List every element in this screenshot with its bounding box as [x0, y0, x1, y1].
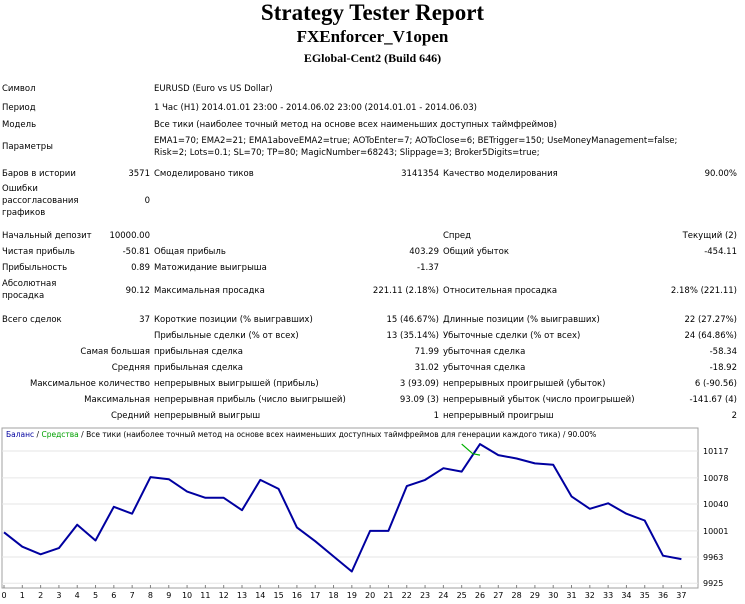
average-loss-value: -18.92 — [709, 363, 737, 373]
x-tick-label: 24 — [438, 591, 449, 600]
x-tick-label: 6 — [111, 591, 117, 600]
profit-factor-value: 0.89 — [131, 263, 150, 273]
x-tick-label: 29 — [529, 591, 540, 600]
x-tick-label: 7 — [129, 591, 135, 600]
profit-trades-value: 13 (35.14%) — [386, 331, 439, 341]
x-tick-label: 30 — [548, 591, 559, 600]
x-tick-label: 10 — [181, 591, 193, 600]
params-label: Параметры — [2, 142, 53, 152]
abs-drawdown-label-1: Абсолютная — [2, 279, 57, 289]
gross-profit-value: 403.29 — [409, 247, 439, 257]
x-tick-label: 26 — [474, 591, 486, 600]
expected-payoff-value: -1.37 — [417, 263, 439, 273]
maximal-label: Максимальная — [84, 395, 150, 405]
balance-chart — [2, 428, 742, 604]
profit-trades-label: Прибыльные сделки (% от всех) — [154, 331, 299, 341]
avg-wins-value: 1 — [433, 411, 439, 421]
largest-profit-label: прибыльная сделка — [154, 347, 244, 357]
x-tick-label: 2 — [38, 591, 44, 600]
model-label: Модель — [2, 120, 37, 130]
gross-profit-label: Общая прибыль — [154, 247, 226, 257]
x-tick-label: 32 — [584, 591, 595, 600]
x-tick-label: 1 — [19, 591, 25, 600]
x-tick-label: 12 — [218, 591, 229, 600]
net-profit-label: Чистая прибыль — [2, 247, 75, 257]
spread-value: Текущий (2) — [682, 231, 737, 241]
chart-legend — [6, 430, 596, 439]
period-value: 1 Час (H1) 2014.01.01 23:00 - 2014.06.02 23:00 (2014.01.01 - 2014.06.03) — [154, 103, 477, 113]
server-build: EGlobal-Cent2 (Build 646) — [303, 51, 442, 65]
x-tick-label: 14 — [255, 591, 266, 600]
ticks-value: 3141354 — [401, 169, 439, 179]
short-positions-label: Короткие позиции (% выигравших) — [154, 315, 313, 325]
errors-label-1: Ошибки — [2, 184, 38, 194]
x-tick-label: 15 — [273, 591, 284, 600]
abs-drawdown-label-2: просадка — [2, 291, 45, 301]
x-tick-label: 35 — [639, 591, 650, 600]
loss-trades-value: 24 (64.86%) — [684, 331, 737, 341]
quality-value: 90.00% — [704, 169, 737, 179]
x-tick-label: 11 — [200, 591, 211, 600]
largest-loss-value: -58.34 — [709, 347, 737, 357]
average-loss-label: убыточная сделка — [443, 363, 526, 373]
x-tick-label: 28 — [511, 591, 522, 600]
avg-losses-value: 2 — [731, 411, 737, 421]
max-wins-value: 3 (93.09) — [399, 379, 439, 389]
chart-y-ticks — [703, 447, 728, 588]
y-tick-label: 10078 — [703, 473, 729, 483]
x-tick-label: 3 — [56, 591, 62, 600]
long-positions-label: Длинные позиции (% выигравших) — [443, 315, 600, 325]
total-trades-value: 37 — [139, 315, 150, 325]
model-value: Все тики (наиболее точный метод на основе всех наименьших доступных таймфреймов) — [154, 120, 557, 130]
errors-label-2: рассогласования — [2, 196, 79, 206]
avg-wins-label: непрерывный выигрыш — [154, 411, 261, 421]
x-tick-label: 21 — [383, 591, 394, 600]
y-tick-label: 9925 — [703, 579, 724, 589]
y-tick-label: 10117 — [703, 446, 729, 456]
average-profit-value: 31.02 — [414, 363, 439, 373]
x-tick-label: 31 — [566, 591, 577, 600]
max-drawdown-value: 221.11 (2.18%) — [372, 286, 439, 296]
rel-drawdown-value: 2.18% (221.11) — [670, 286, 737, 296]
maximal-profit-value: 93.09 (3) — [399, 395, 439, 405]
x-tick-label: 9 — [166, 591, 172, 600]
symbol-value: EURUSD (Euro vs US Dollar) — [154, 84, 273, 94]
legend-separator: / — [34, 430, 42, 439]
x-tick-label: 34 — [621, 591, 632, 600]
avg-label: Средний — [110, 411, 150, 421]
x-tick-label: 25 — [456, 591, 467, 600]
gross-loss-value: -454.11 — [704, 247, 737, 257]
legend-equity: Средства — [41, 430, 79, 439]
max-losses-label: непрерывных проигрышей (убыток) — [443, 379, 606, 389]
loss-trades-label: Убыточные сделки (% от всех) — [443, 331, 581, 341]
short-positions-value: 15 (46.67%) — [386, 315, 439, 325]
errors-value: 0 — [144, 196, 150, 206]
max-drawdown-label: Максимальная просадка — [154, 286, 265, 296]
deposit-value: 10000.00 — [109, 231, 150, 241]
symbol-label: Символ — [2, 84, 36, 94]
max-wins-label: непрерывных выигрышей (прибыль) — [154, 379, 319, 389]
x-tick-label: 0 — [1, 591, 7, 600]
average-profit-label: прибыльная сделка — [154, 363, 244, 373]
legend-balance: Баланс — [6, 430, 35, 439]
profit-factor-label: Прибыльность — [2, 263, 68, 273]
x-tick-label: 36 — [657, 591, 669, 600]
avg-losses-label: непрерывный проигрыш — [443, 411, 554, 421]
errors-label-3: графиков — [2, 208, 46, 218]
ticks-label: Смоделировано тиков — [154, 169, 254, 179]
params-line-2: Risk=2; Lots=0.1; SL=70; TP=80; MagicNumber=68243; Slippage=3; Broker5Digits=true; — [154, 148, 540, 158]
max-count-label: Максимальное количество — [29, 379, 150, 389]
largest-label: Самая большая — [80, 347, 150, 357]
x-tick-label: 4 — [74, 591, 80, 600]
long-positions-value: 22 (27.27%) — [684, 315, 737, 325]
x-tick-label: 13 — [236, 591, 248, 600]
y-tick-label: 9963 — [703, 553, 724, 563]
x-tick-label: 33 — [603, 591, 614, 600]
x-tick-label: 5 — [92, 591, 99, 600]
x-tick-label: 8 — [147, 591, 154, 600]
deposit-label: Начальный депозит — [2, 231, 92, 241]
maximal-loss-value: -141.67 (4) — [689, 395, 737, 405]
maximal-profit-label: непрерывная прибыль (число выигрышей) — [154, 395, 346, 405]
largest-profit-value: 71.99 — [414, 347, 439, 357]
expert-name: FXEnforcer_V1open — [296, 27, 449, 46]
params-line-1: EMA1=70; EMA2=21; EMA1aboveEMA2=true; AOToEnter=7; AOToClose=6; BETrigger=150; UseMoneyManagement=false; — [154, 136, 678, 146]
report-title: Strategy Tester Report — [260, 0, 485, 25]
total-trades-label: Всего сделок — [2, 315, 62, 325]
bars-value: 3571 — [128, 169, 150, 179]
legend-description: / Все тики (наиболее точный метод на основе всех наименьших доступных таймфреймов для генерации каждого тика) / 90.00% — [78, 430, 597, 439]
x-tick-label: 20 — [365, 591, 376, 600]
abs-drawdown-value: 90.12 — [125, 286, 150, 296]
rel-drawdown-label: Относительная просадка — [443, 286, 558, 296]
x-tick-label: 23 — [419, 591, 431, 600]
x-tick-label: 16 — [291, 591, 303, 600]
quality-label: Качество моделирования — [443, 169, 558, 179]
x-tick-label: 19 — [346, 591, 357, 600]
x-tick-label: 17 — [310, 591, 321, 600]
average-label: Средняя — [111, 363, 150, 373]
x-tick-label: 27 — [493, 591, 504, 600]
largest-loss-label: убыточная сделка — [443, 347, 526, 357]
balance-chart-svg — [2, 428, 742, 604]
y-tick-label: 10040 — [703, 500, 729, 510]
period-label: Период — [2, 103, 36, 113]
expected-payoff-label: Матожидание выигрыша — [154, 263, 267, 273]
gross-loss-label: Общий убыток — [443, 247, 509, 257]
max-losses-value: 6 (-90.56) — [694, 379, 737, 389]
y-tick-label: 10001 — [703, 526, 729, 536]
x-tick-label: 37 — [676, 591, 687, 600]
bars-label: Баров в истории — [2, 169, 76, 179]
net-profit-value: -50.81 — [122, 247, 150, 257]
spread-label: Спред — [443, 231, 471, 241]
x-tick-label: 22 — [401, 591, 412, 600]
x-tick-label: 18 — [328, 591, 339, 600]
maximal-loss-label: непрерывный убыток (число проигрышей) — [443, 395, 635, 405]
